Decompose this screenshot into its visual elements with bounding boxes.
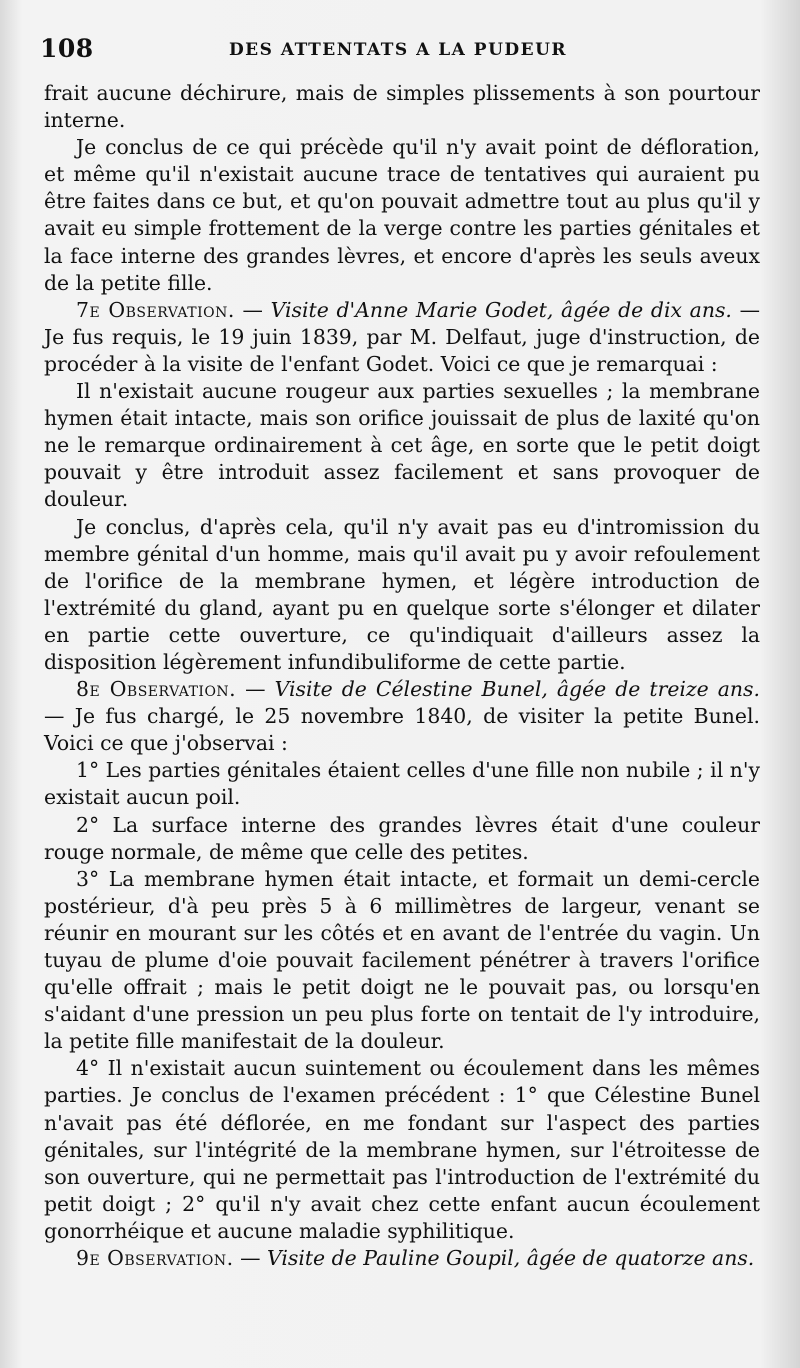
observation-label: 8e Observation. — [76, 677, 237, 702]
em-dash: — — [233, 1246, 267, 1271]
paragraph-text: 1° Les parties génitales étaient celles d'une fille non nubile ; il n'y existait aucun poil. — [44, 758, 760, 810]
paragraph-text: Je conclus de ce qui précède qu'il n'y avait point de défloration, et même qu'il n'existait aucune trace de tentatives qui auraient pu être faites dans ce but, et qu'on pouvait admettre tout au plus qu'il y avait eu simple frottement de la verge contre les parties génitales et la face interne des grandes lèvres, et encore d'après les seuls aveux de la petite fille. — [44, 135, 760, 295]
paragraph-text: 2° La surface interne des grandes lèvres était d'une couleur rouge normale, de même que celle des petites. — [44, 812, 760, 864]
paragraph-text: — Je fus requis, le 19 juin 1839, par M. Delfaut, juge d'instruction, de procéder à la visite de l'enfant Godet. Voici ce que je remarquai : — [44, 297, 760, 376]
em-dash: — — [234, 297, 271, 322]
paragraph-text: 3° La membrane hymen était intacte, et formait un demi-cercle postérieur, d'à peu près 5 à 6 millimètres de largeur, venant se réunir en mourant sur les côtés et en avant de l'entrée du vagin. Un tuyau de plume d'oie pouvait facilement pénétrer à travers l'orifice qu'elle offrait ; mais le petit doigt ne le pouvait pas, ou lorsqu'en s'aidant d'une pression un peu plus forte on tentait de l'y introduire, la petite fille manifestait de la douleur. — [44, 866, 760, 1054]
observation-label: 9e Observation. — [76, 1246, 234, 1271]
paragraph — [44, 134, 760, 297]
page-number: 108 — [40, 34, 94, 63]
paragraph-text: Il n'existait aucune rougeur aux parties sexuelles ; la membrane hymen était intacte, mais son orifice jouissait de plus de laxité qu'on ne le remarque ordinairement à cet âge, en sorte que le petit doigt pouvait y être introduit assez facilement et sans provoquer de douleur. — [44, 379, 760, 512]
paragraph — [44, 514, 760, 677]
paragraph — [44, 1055, 760, 1245]
running-head: DES ATTENTATS A LA PUDEUR — [228, 40, 568, 60]
observation-title: Visite d'Anne Marie Godet, âgée de dix ans. — [270, 297, 732, 322]
observation-heading-paragraph — [44, 297, 760, 378]
paragraph-text: frait aucune déchirure, mais de simples plissements à son pourtour interne. — [44, 81, 760, 133]
paragraph — [44, 757, 760, 811]
paragraph-text: 4° Il n'existait aucun suintement ou écoulement dans les mêmes parties. Je conclus de l'examen précédent : 1° que Célestine Bunel n'avait pas été déflorée, en me fondant sur l'aspect des parties génitales, sur l'intégrité de la membrane hymen, sur l'étroitesse de son ouverture, qui ne permettait pas l'introduction de l'extrémité du petit doigt ; 2° qu'il n'y avait chez cette enfant aucun écoulement gonorrhéique et aucune maladie syphilitique. — [44, 1056, 760, 1243]
page-header — [40, 34, 756, 68]
observation-heading-paragraph — [44, 1245, 760, 1272]
body-text — [44, 80, 760, 1272]
observation-title: Visite de Pauline Goupil, âgée de quatorze ans. — [266, 1246, 755, 1271]
em-dash: — — [236, 677, 275, 702]
paragraph — [44, 866, 760, 1056]
paragraph — [44, 378, 760, 513]
observation-heading-paragraph — [44, 676, 760, 757]
paragraph — [44, 80, 760, 134]
observation-label: 7e Observation. — [76, 297, 235, 322]
observation-title: Visite de Célestine Bunel, âgée de treize ans. — [274, 677, 760, 702]
paragraph — [44, 812, 760, 866]
paragraph-text: — Je fus chargé, le 25 novembre 1840, de visiter la petite Bunel. Voici ce que j'observai : — [44, 704, 760, 756]
paragraph-text: Je conclus, d'après cela, qu'il n'y avait pas eu d'intromission du membre génital d'un homme, mais qu'il avait pu y avoir refoulement de l'orifice de la membrane hymen, et légère introduction de l'extrémité du gland, ayant pu en quelque sorte s'élonger et dilater en partie cette ouverture, ce qu'indiquait d'ailleurs assez la disposition légèrement infundibuliforme de cette partie. — [44, 514, 760, 674]
